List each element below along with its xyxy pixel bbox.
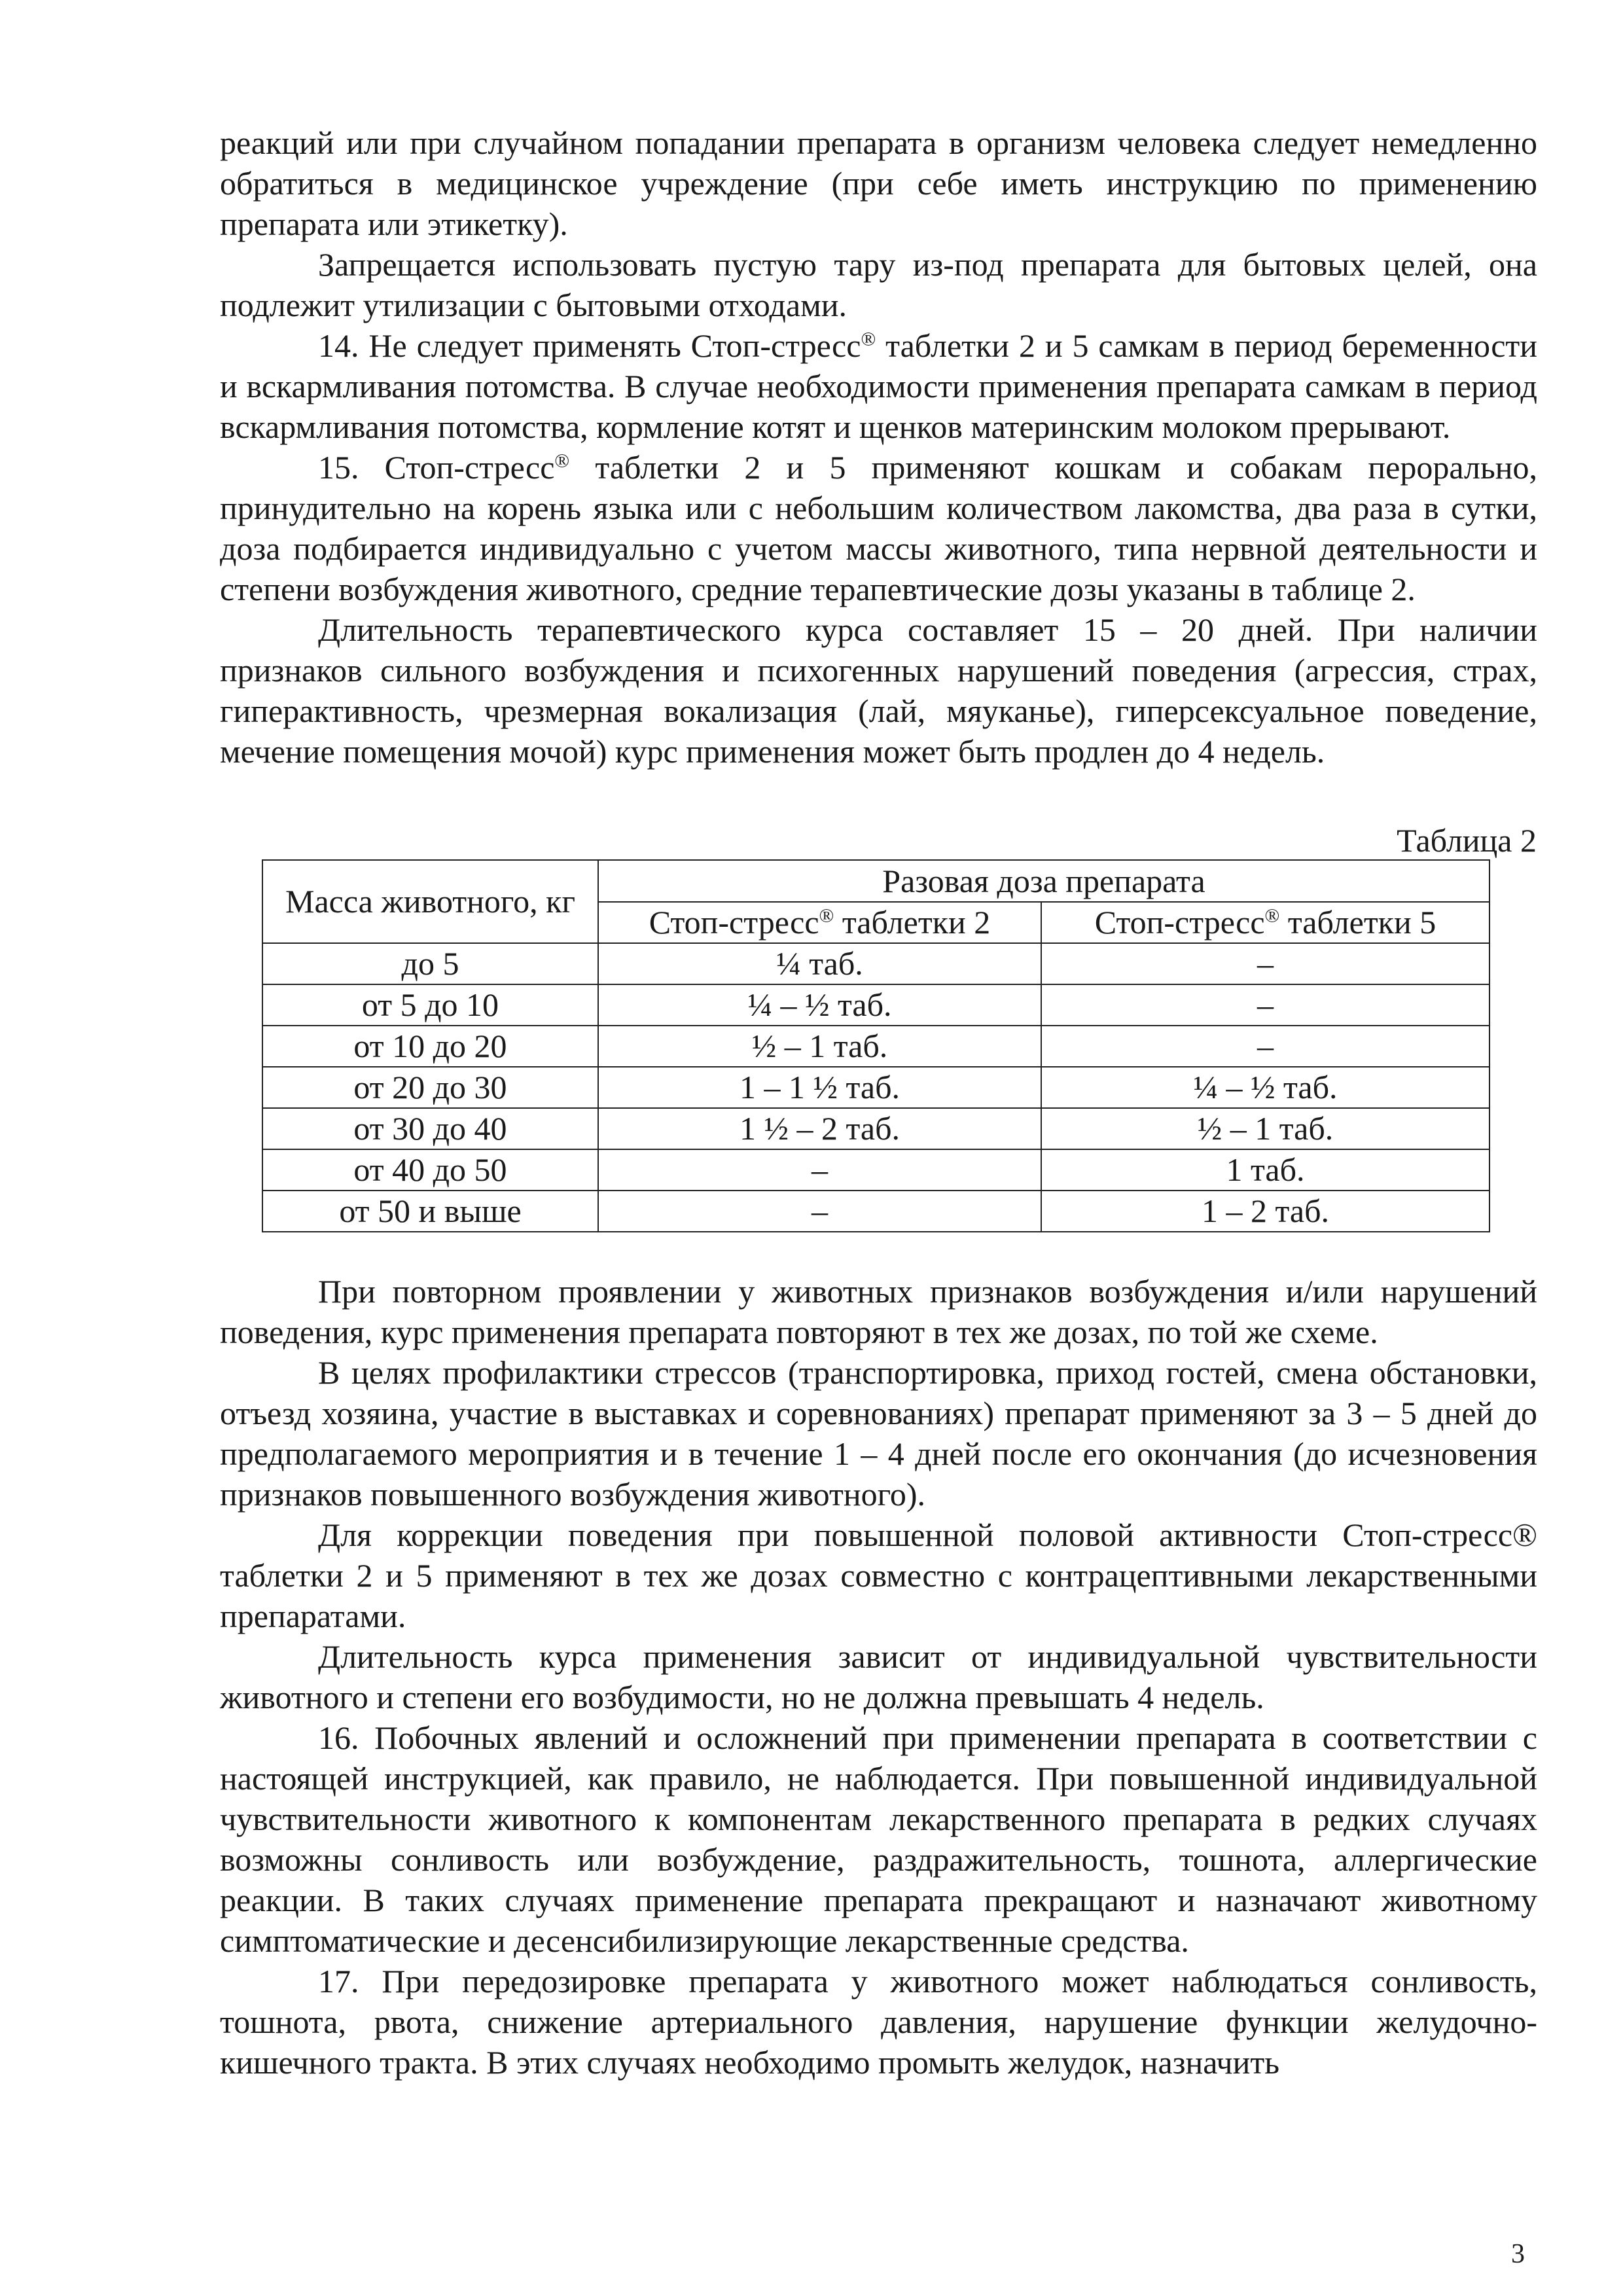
- cell-dose-tablets-5: ½ – 1 таб.: [1041, 1108, 1489, 1149]
- paragraph-14-end: таблетки 2 и 5 самкам в период беременности и вскармливания потомства. В случае необходимости применения препарата самкам в период вскармливания потомства, кормление котят и щенков материнским молоком прерывают.: [220, 327, 1538, 445]
- cell-mass: до 5: [262, 943, 598, 984]
- header-tablets-5-suffix: таблетки 5: [1279, 904, 1436, 941]
- header-single-dose: Разовая доза препарата: [598, 860, 1489, 902]
- paragraph-17-overdose: 17. При передозировке препарата у животного может наблюдаться сонливость, тошнота, рвота, снижение артериального давления, нарушение функции желудочно-кишечного тракта. В этих случаях необходимо промыть желудок, назначить: [220, 1963, 1537, 2081]
- paragraph-repeat-course: При повторном проявлении у животных признаков возбуждения и/или нарушений поведения, курс применения препарата повторяют в тех же дозах, по той же схеме.: [220, 1273, 1537, 1350]
- paragraph-behavior-correction: Для коррекции поведения при повышенной половой активности Стоп-стресс® таблетки 2 и 5 применяют в тех же дозах совместно с контрацептивными лекарственными препаратами.: [220, 1516, 1537, 1634]
- paragraph-continuation: реакций или при случайном попадании препарата в организм человека следует немедленно обратиться в медицинское учреждение (при себе иметь инструкцию по применению препарата или этикетку).: [220, 124, 1537, 242]
- registered-mark: ®: [861, 328, 876, 350]
- page-number: 3: [1511, 2239, 1525, 2269]
- cell-mass: от 5 до 10: [262, 984, 598, 1026]
- cell-dose-tablets-5: –: [1041, 1026, 1489, 1067]
- dosage-table: [262, 859, 1490, 1232]
- table-row: [262, 1108, 1489, 1149]
- text-block-top: [220, 122, 1537, 772]
- header-tablets-5-name: Стоп-стресс: [1094, 904, 1265, 941]
- cell-dose-tablets-5: –: [1041, 984, 1489, 1026]
- table-row: [262, 1191, 1489, 1232]
- cell-mass: от 20 до 30: [262, 1067, 598, 1108]
- cell-dose-tablets-2: ¼ – ½ таб.: [598, 984, 1041, 1026]
- table-row: [262, 1026, 1489, 1067]
- cell-dose-tablets-2: 1 ½ – 2 таб.: [598, 1108, 1041, 1149]
- cell-dose-tablets-2: ¼ таб.: [598, 943, 1041, 984]
- cell-mass: от 30 до 40: [262, 1108, 598, 1149]
- paragraph-14: [220, 325, 1537, 447]
- cell-dose-tablets-2: –: [598, 1149, 1041, 1191]
- table-row: [262, 943, 1489, 984]
- header-tablets-2-suffix: таблетки 2: [834, 904, 991, 941]
- paragraph-15-end: таблетки 2 и 5 применяют кошкам и собакам перорально, принудительно на корень языка или с небольшим количеством лакомства, два раза в сутки, доза подбирается индивидуально с учетом массы животного, типа нервной деятельности и степени возбуждения животного, средние терапевтические дозы указаны в таблице 2.: [220, 449, 1538, 607]
- registered-mark: ®: [1264, 905, 1280, 927]
- cell-mass: от 50 и выше: [262, 1191, 598, 1232]
- header-tablets-2: [598, 902, 1041, 943]
- cell-dose-tablets-5: ¼ – ½ таб.: [1041, 1067, 1489, 1108]
- table-row: [262, 1149, 1489, 1191]
- paragraph-stress-prevention: В целях профилактики стрессов (транспортировка, приход гостей, смена обстановки, отъезд хозяина, участие в выставках и соревнованиях) препарат применяют за 3 – 5 дней до предполагаемого мероприятия и в течение 1 – 4 дней после его окончания (до исчезновения признаков повышенного возбуждения животного).: [220, 1354, 1537, 1513]
- cell-dose-tablets-2: 1 – 1 ½ таб.: [598, 1067, 1041, 1108]
- cell-dose-tablets-2: –: [598, 1191, 1041, 1232]
- text-block-bottom: [220, 1271, 1537, 2083]
- paragraph-15-start: 15. Стоп-стресс: [318, 449, 555, 486]
- cell-mass: от 40 до 50: [262, 1149, 598, 1191]
- cell-dose-tablets-5: –: [1041, 943, 1489, 984]
- paragraph-14-start: 14. Не следует применять Стоп-стресс: [318, 327, 861, 364]
- header-tablets-5: [1041, 902, 1489, 943]
- paragraph-16-side-effects: 16. Побочных явлений и осложнений при применении препарата в соответствии с настоящей инструкцией, как правило, не наблюдается. При повышенной индивидуальной чувствительности животного к компонентам лекарственного препарата в редких случаях возможны сонливость или возбуждение, раздражительность, тошнота, аллергические реакции. В таких случаях применение препарата прекращают и назначают животному симптоматические и десенсибилизирующие лекарственные средства.: [220, 1719, 1537, 1959]
- registered-mark: ®: [554, 450, 570, 472]
- registered-mark: ®: [819, 905, 834, 927]
- paragraph-course-duration: Длительность терапевтического курса составляет 15 – 20 дней. При наличии признаков сильного возбуждения и психогенных нарушений поведения (агрессия, страх, гиперактивность, чрезмерная вокализация (лай, мяуканье), гиперсексуальное поведение, мечение помещения мочой) курс применения может быть продлен до 4 недель.: [220, 611, 1537, 770]
- table-row: [262, 1067, 1489, 1108]
- table-row: [262, 984, 1489, 1026]
- cell-dose-tablets-5: 1 – 2 таб.: [1041, 1191, 1489, 1232]
- table-caption: Таблица 2: [1397, 822, 1537, 859]
- paragraph-empty-container: Запрещается использовать пустую тару из-под препарата для бытовых целей, она подлежит утилизации с бытовыми отходами.: [220, 246, 1537, 323]
- header-animal-mass: Масса животного, кг: [262, 860, 598, 943]
- cell-mass: от 10 до 20: [262, 1026, 598, 1067]
- paragraph-15: [220, 447, 1537, 609]
- cell-dose-tablets-2: ½ – 1 таб.: [598, 1026, 1041, 1067]
- header-tablets-2-name: Стоп-стресс: [649, 904, 819, 941]
- cell-dose-tablets-5: 1 таб.: [1041, 1149, 1489, 1191]
- paragraph-course-length: Длительность курса применения зависит от индивидуальной чувствительности животного и степени его возбудимости, но не должна превышать 4 недель.: [220, 1638, 1537, 1715]
